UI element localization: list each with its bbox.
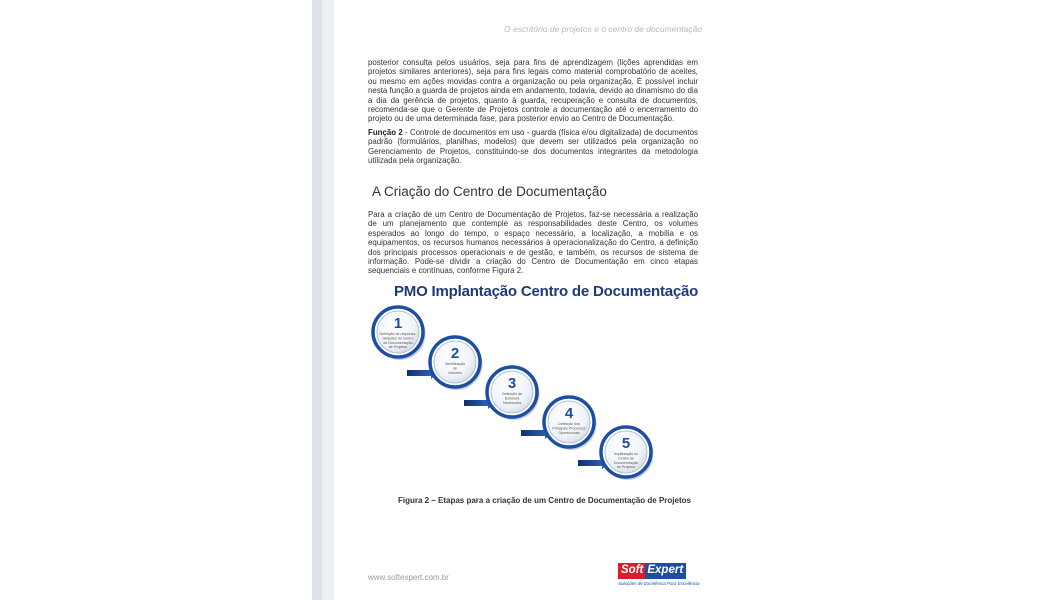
figure-title: PMO Implantação Centro de Documentação — [394, 283, 699, 300]
softexpert-logo — [618, 563, 698, 591]
document-page — [334, 0, 730, 600]
step-label: de Documentação — [383, 340, 413, 345]
logo-tagline: Soluções de Excelência Para Excelência — [618, 581, 700, 586]
step-label: Centro de — [618, 456, 634, 461]
step-label: Identificação — [444, 362, 466, 366]
figure-caption: Figura 2 – Etapas para a criação de um Centro de Documentação de Projetos — [398, 496, 691, 505]
logo-soft: Soft — [618, 563, 645, 579]
step-label: bilidades do Centro — [382, 336, 414, 341]
step-label: Principais Processos — [552, 426, 586, 431]
step-label: Necessária — [503, 400, 521, 405]
step-label: Documentação — [613, 460, 639, 465]
step-label: de — [453, 366, 457, 371]
logo-wordmark — [618, 563, 686, 579]
step-number: 2 — [450, 345, 460, 362]
section-heading: A Criação do Centro de Documentação — [372, 184, 607, 199]
step-label: Definição de responsa- — [379, 332, 417, 336]
step-number: 3 — [507, 375, 517, 392]
step-label: Implantação do — [613, 452, 639, 456]
step-number: 1 — [393, 315, 403, 332]
step-number: 5 — [621, 435, 631, 452]
step-label: de Projetos — [616, 465, 636, 470]
step-label: de Projetos — [388, 345, 408, 350]
step-label: Volumes — [448, 370, 462, 375]
paragraph-function-2 — [368, 128, 698, 166]
steps-diagram — [368, 282, 698, 494]
viewer-scrollbar-track[interactable] — [312, 0, 322, 600]
paragraph-creation: Para a criação de um Centro de Documentação de Projetos, faz-se necessária a realização de um planejamento que contemple as responsabilidades deste Centro, os volumes esperados ao longo do tempo, o espaço necessário, a localização, a mobília e os equipamentos, os recursos humanos necessários à operacionalização do Centro, a definição dos principais processos operacionais e de gestão, e também, os recursos de sistema de informação. Pode-se dividir a criação do Centro de Documentação em cinco etapas sequenciais e contínuas, conforme Figura 2. — [368, 210, 698, 276]
step-label: Operacionais — [558, 430, 580, 435]
footer-url[interactable]: www.softexpert.com.br — [368, 573, 449, 582]
function-2-text: - Controle de documentos em uso - guarda (física e/ou digitalizada) de documentos padrão (formulários, planilhas, modelos) que devem ser utilizados pela organização no Gerenciamento de Projetos, constituindo-se dos documentos integrantes da metodologia utilizada pela organização. — [368, 128, 698, 166]
step-label: Definição de — [502, 392, 522, 396]
page-gutter — [322, 0, 334, 600]
function-2-label: Função 2 — [368, 128, 403, 137]
step-number: 4 — [564, 405, 574, 422]
figure-pmo-steps — [368, 282, 698, 494]
step-label: Estrutura — [504, 396, 520, 401]
running-header: O escritório de projetos e o centro de documentação — [504, 24, 702, 34]
paragraph-function-1: posterior consulta pelos usuários, seja para fins de aprendizagem (lições aprendidas em projetos similares anteriores), seja para fins legais como material comprobatório de aceites, ou mesmo em ações movidas contra a organização ou pela organização. É possível incluir nesta função a guarda de projetos ainda em andamento, todavia, devido ao dinamismo do dia a dia da gerência de projetos, quanto à guarda, recuperação e consulta de documentos, recomenda-se que o Gerente de Projetos controle a documentação até o encerramento do projeto ou de uma determinada fase, para posterior envio ao Centro de Documentação. — [368, 58, 698, 124]
logo-expert: Expert — [645, 563, 686, 579]
step-label: Definição dos — [558, 422, 580, 426]
